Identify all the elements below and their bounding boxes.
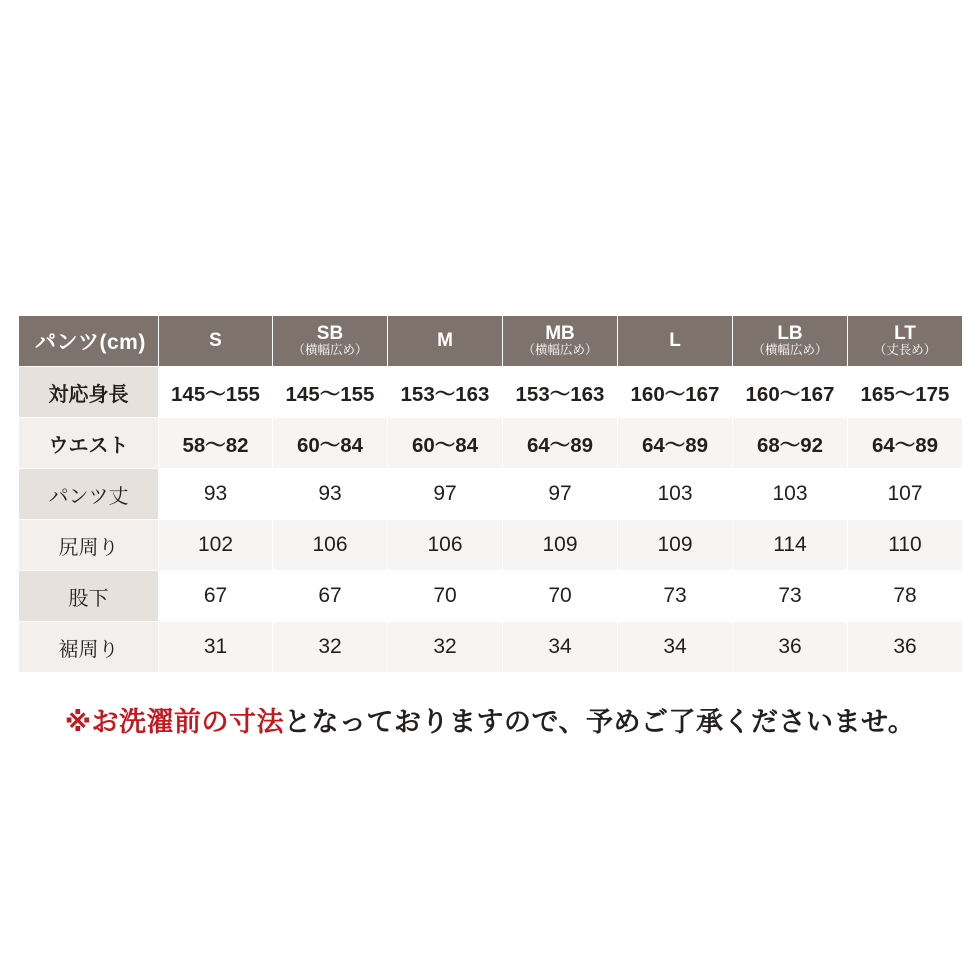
- table-row: [19, 622, 963, 673]
- table-row: [19, 520, 963, 571]
- row-label-waist: ウエスト: [19, 418, 159, 469]
- cell-height-lt: 165〜175: [848, 367, 963, 418]
- cell-pants-length-sb: 93: [273, 469, 388, 520]
- cell-height-m: 153〜163: [388, 367, 503, 418]
- cell-pants-length-lt: 107: [848, 469, 963, 520]
- column-header-sb-sub: （横幅広め）: [292, 343, 368, 358]
- cell-height-sb: 145〜155: [273, 367, 388, 418]
- cell-height-l: 160〜167: [618, 367, 733, 418]
- table-row: [19, 571, 963, 622]
- cell-hem-l: 34: [618, 622, 733, 673]
- size-table-container: [18, 315, 962, 673]
- column-header-lt-sub: （丈長め）: [873, 343, 937, 358]
- column-header-lb-sub: （横幅広め）: [752, 343, 828, 358]
- cell-inseam-l: 73: [618, 571, 733, 622]
- column-header-mb-name: MB: [545, 322, 575, 344]
- cell-pants-length-m: 97: [388, 469, 503, 520]
- table-header-row: [19, 316, 963, 367]
- cell-inseam-sb: 67: [273, 571, 388, 622]
- cell-height-lb: 160〜167: [733, 367, 848, 418]
- cell-pants-length-lb: 103: [733, 469, 848, 520]
- column-header-lb: [733, 316, 848, 367]
- row-label-inseam: 股下: [19, 571, 159, 622]
- cell-hem-lt: 36: [848, 622, 963, 673]
- row-label-hem: 裾周り: [19, 622, 159, 673]
- column-header-mb: [503, 316, 618, 367]
- table-row: [19, 367, 963, 418]
- pants-size-table: [18, 315, 963, 673]
- cell-height-mb: 153〜163: [503, 367, 618, 418]
- column-header-sb-name: SB: [316, 322, 344, 344]
- cell-hem-s: 31: [159, 622, 273, 673]
- cell-inseam-mb: 70: [503, 571, 618, 622]
- cell-waist-s: 58〜82: [159, 418, 273, 469]
- note-highlight: お洗濯前の寸法: [91, 707, 285, 737]
- cell-inseam-s: 67: [159, 571, 273, 622]
- table-corner-label: パンツ(cm): [19, 316, 159, 367]
- table-row: [19, 469, 963, 520]
- washing-note: [0, 700, 980, 739]
- cell-inseam-m: 70: [388, 571, 503, 622]
- cell-hip-sb: 106: [273, 520, 388, 571]
- column-header-sb: [273, 316, 388, 367]
- note-prefix-mark: ※: [64, 707, 92, 737]
- row-label-pants-length: パンツ丈: [19, 469, 159, 520]
- row-label-hip: 尻周り: [19, 520, 159, 571]
- column-header-mb-sub: （横幅広め）: [522, 343, 598, 358]
- cell-waist-lb: 68〜92: [733, 418, 848, 469]
- cell-height-s: 145〜155: [159, 367, 273, 418]
- column-header-lt-name: LT: [894, 322, 916, 344]
- cell-hip-l: 109: [618, 520, 733, 571]
- cell-hip-m: 106: [388, 520, 503, 571]
- cell-waist-mb: 64〜89: [503, 418, 618, 469]
- cell-inseam-lb: 73: [733, 571, 848, 622]
- column-header-s: [159, 316, 273, 367]
- cell-waist-l: 64〜89: [618, 418, 733, 469]
- table-row: [19, 418, 963, 469]
- cell-hem-lb: 36: [733, 622, 848, 673]
- column-header-lt: [848, 316, 963, 367]
- column-header-l: [618, 316, 733, 367]
- cell-waist-m: 60〜84: [388, 418, 503, 469]
- cell-hem-mb: 34: [503, 622, 618, 673]
- cell-pants-length-l: 103: [618, 469, 733, 520]
- column-header-s-name: S: [209, 330, 222, 352]
- cell-pants-length-s: 93: [159, 469, 273, 520]
- cell-hip-lt: 110: [848, 520, 963, 571]
- cell-waist-lt: 64〜89: [848, 418, 963, 469]
- column-header-l-name: L: [669, 330, 681, 352]
- row-label-height: 対応身長: [19, 367, 159, 418]
- cell-hip-mb: 109: [503, 520, 618, 571]
- cell-hip-lb: 114: [733, 520, 848, 571]
- column-header-m: [388, 316, 503, 367]
- column-header-m-name: M: [437, 330, 453, 352]
- cell-hip-s: 102: [159, 520, 273, 571]
- cell-waist-sb: 60〜84: [273, 418, 388, 469]
- cell-hem-m: 32: [388, 622, 503, 673]
- cell-pants-length-mb: 97: [503, 469, 618, 520]
- cell-inseam-lt: 78: [848, 571, 963, 622]
- column-header-lb-name: LB: [777, 322, 803, 344]
- note-suffix: となっておりますので、予めご了承くださいませ。: [284, 707, 916, 737]
- cell-hem-sb: 32: [273, 622, 388, 673]
